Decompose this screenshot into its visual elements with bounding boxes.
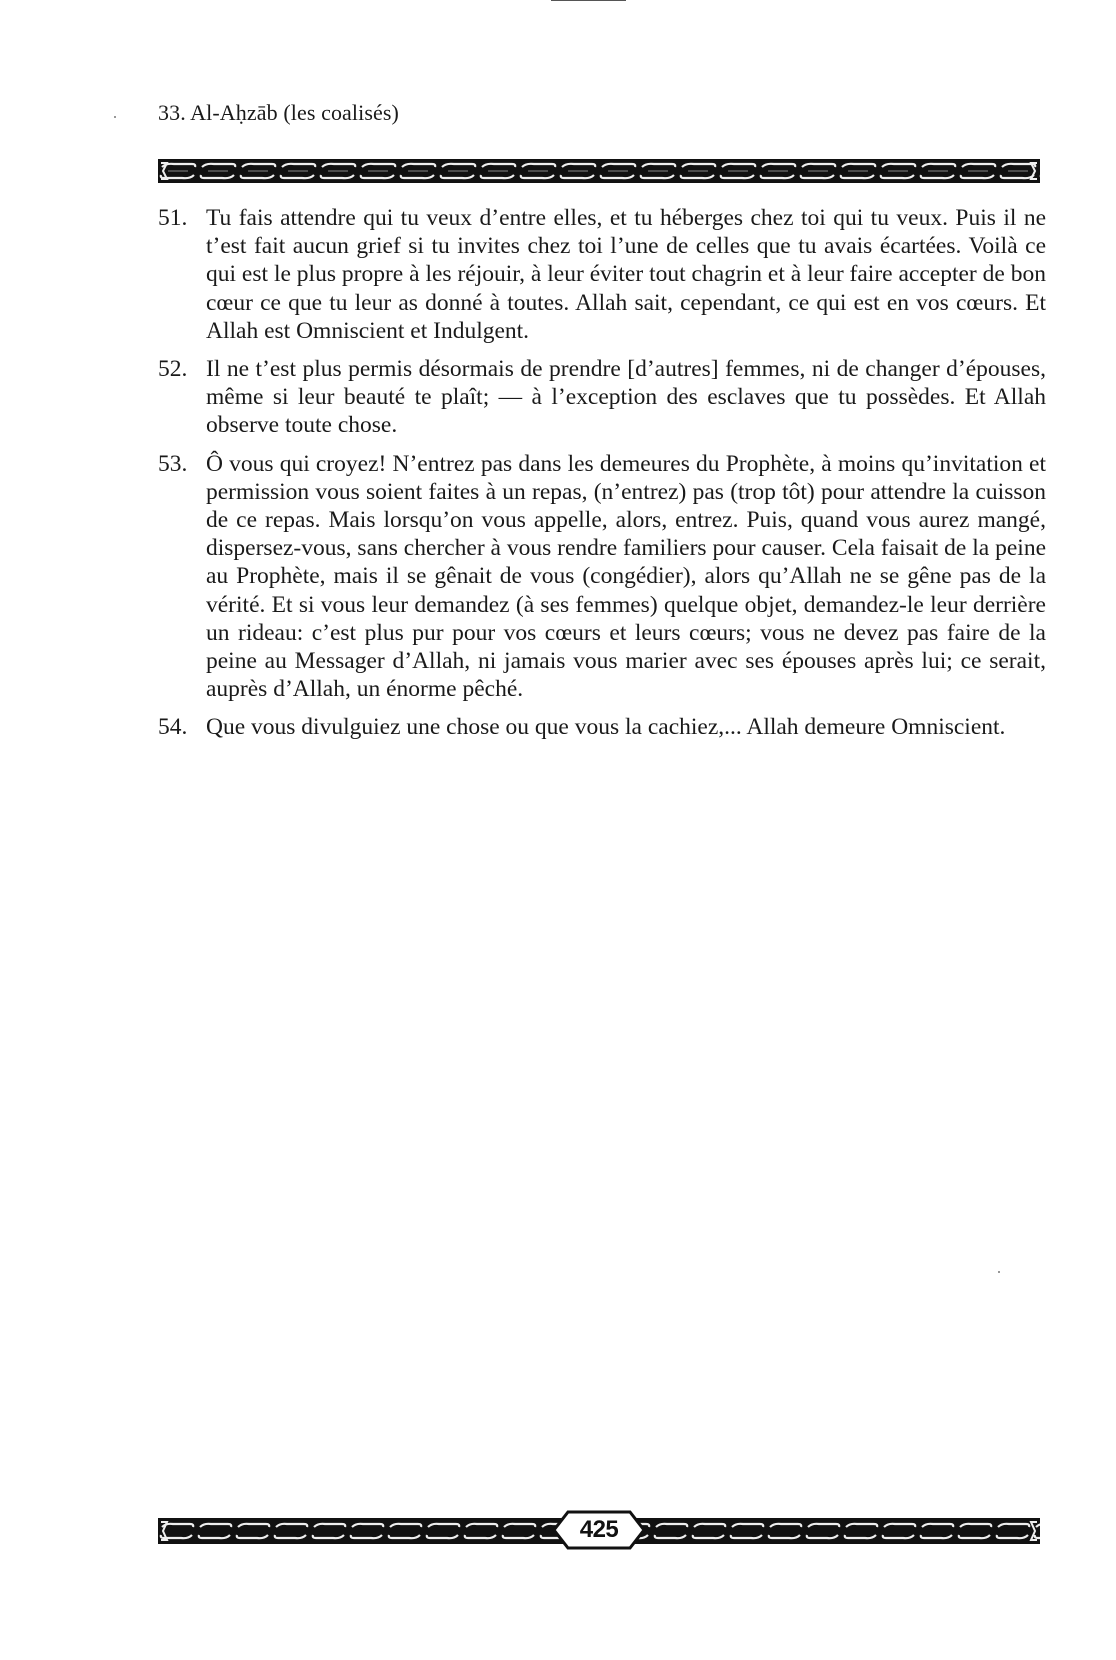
chain-ornament-icon (158, 159, 1040, 183)
top-chain-ornament (158, 159, 1040, 183)
scan-speck (114, 116, 116, 118)
verse-54 (158, 713, 1046, 741)
verse-number: 54. (158, 714, 188, 741)
verse-text: Il ne t’est plus permis désormais de prendre [d’autres] femmes, ni de changer d’épouses, même si leur beauté te plaît; — à l’exception des esclaves que tu possèdes. Et Allah observe toute chose. (206, 356, 1046, 439)
verse-text: Ô vous qui croyez! N’entrez pas dans les demeures du Prophète, à moins qu’invitation et permission vous soient faites à un repas, (n’entrez) pas (trop tôt) pour attendre la cuisson de ce repas. Mais lorsqu’on vous appelle, alors, entrez. Puis, quand vous aurez mangé, dispersez-vous, sans chercher à vous rendre familiers pour causer. Cela faisait de la peine au Prophète, mais il se gênait de vous (congédier), alors qu’Allah ne se gêne pas de la vérité. Et si vous leur demandez (à ses femmes) quelque objet, demandez-le leur derrière un rideau: c’est plus pur pour vos cœurs et leurs cœurs; vous ne devez pas faire de la peine au Messager d’Allah, ni jamais vous marier avec ses épouses après lui; ce serait, auprès d’Allah, un énorme pêché. (206, 450, 1046, 703)
verse-53 (158, 450, 1046, 704)
page-number: 425 (579, 1516, 619, 1543)
verse-text: Tu fais attendre qui tu veux d’entre elles, et tu héberges chez toi qui tu veux. Puis il ne t’est fait aucun grief si tu invites chez toi l’une de celles que tu avais écartées. Voilà ce qui est le plus propre à les réjouir, à leur éviter tout chagrin et à leur faire accepter de bon cœur ce que tu leur as donné à toutes. Allah sait, cependant, ce qui est en vos cœurs. Et Allah est Omniscient et Indulgent. (206, 205, 1046, 344)
running-header: 33. Al-Aḥzāb (les coalisés) (158, 100, 399, 125)
verse-number: 52. (158, 356, 188, 383)
scan-speck (998, 1271, 1000, 1273)
top-scan-rule (551, 0, 626, 1)
verse-list (158, 204, 1046, 752)
verse-number: 51. (158, 205, 188, 231)
verse-text: Que vous divulguiez une chose ou que vous la cachiez,... Allah demeure Omniscient. (206, 714, 1006, 741)
verse-51 (158, 204, 1046, 345)
page-number-cartouche (552, 1510, 646, 1550)
verse-number: 53. (158, 450, 188, 477)
verse-52 (158, 355, 1046, 440)
